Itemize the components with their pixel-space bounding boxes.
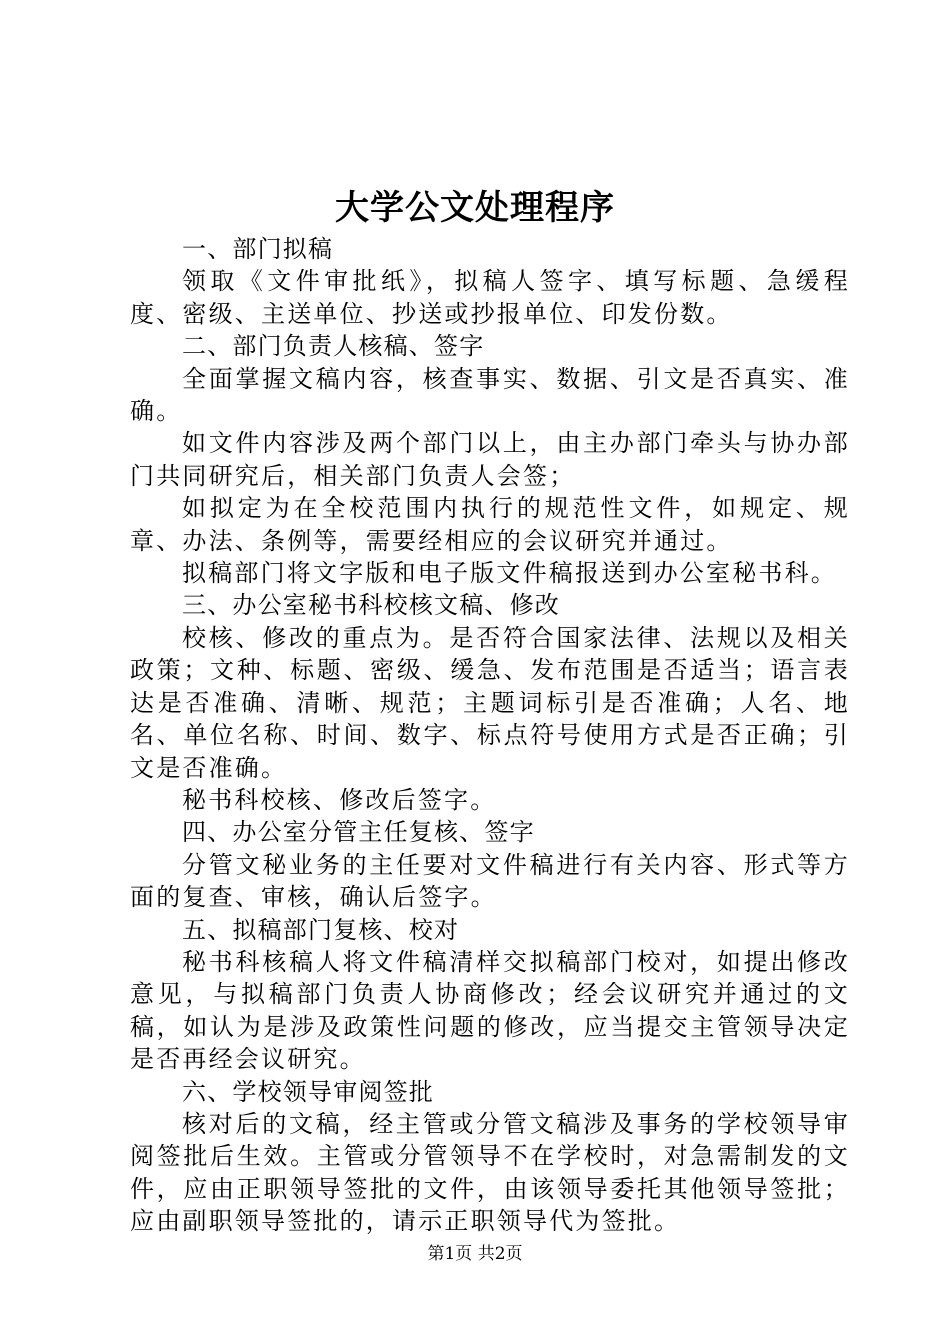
paragraph: 校核、修改的重点为。是否符合国家法律、法规以及相关政策；文种、标题、密级、缓急、发布范围是否适当；语言表达是否准确、清晰、规范；主题词标引是否准确；人名、地名、单位名称、时间、数字、标点符号使用方式是否正确；引文是否准确。 xyxy=(130,623,850,782)
paragraph: 分管文秘业务的主任要对文件稿进行有关内容、形式等方面的复查、审核，确认后签字。 xyxy=(130,850,850,912)
paragraph: 拟稿部门将文字版和电子版文件稿报送到办公室秘书科。 xyxy=(182,559,837,588)
document-body xyxy=(130,233,850,1238)
paragraph: 秘书科校核、修改后签字。 xyxy=(182,785,497,814)
paragraph: 全面掌握文稿内容，核查事实、数据、引文是否真实、准确。 xyxy=(130,364,850,426)
page-footer: 第1页 共2页 xyxy=(427,1244,523,1264)
section-heading-5: 五、拟稿部门复核、校对 xyxy=(182,915,460,944)
paragraph: 秘书科核稿人将文件稿清样交拟稿部门校对，如提出修改意见，与拟稿部门负责人协商修改；经会议研究并通过的文稿，如认为是涉及政策性问题的修改，应当提交主管领导决定是否再经会议研究。 xyxy=(130,947,850,1074)
paragraph: 领取《文件审批纸》，拟稿人签字、填写标题、急缓程度、密级、主送单位、抄送或抄报单位、印发份数。 xyxy=(130,267,850,328)
section-heading-1: 一、部门拟稿 xyxy=(182,235,334,263)
section-heading-3: 三、办公室秘书科校核文稿、修改 xyxy=(182,591,560,620)
paragraph: 如文件内容涉及两个部门以上，由主办部门牵头与协办部门共同研究后，相关部门负责人会签； xyxy=(130,429,850,490)
section-heading-2: 二、部门负责人核稿、签字 xyxy=(182,332,485,361)
section-heading-6: 六、学校领导审阅签批 xyxy=(182,1077,434,1106)
document-title: 大学公文处理程序 xyxy=(335,188,615,228)
paragraph: 如拟定为在全校范围内执行的规范性文件，如规定、规章、办法、条例等，需要经相应的会议研究并通过。 xyxy=(130,494,850,555)
section-heading-4: 四、办公室分管主任复核、签字 xyxy=(182,818,535,847)
paragraph: 核对后的文稿，经主管或分管文稿涉及事务的学校领导审阅签批后生效。主管或分管领导不在学校时，对急需制发的文件，应由正职领导签批的文件，由该领导委托其他领导签批；应由副职领导签批的，请示正职领导代为签批。 xyxy=(130,1109,850,1236)
